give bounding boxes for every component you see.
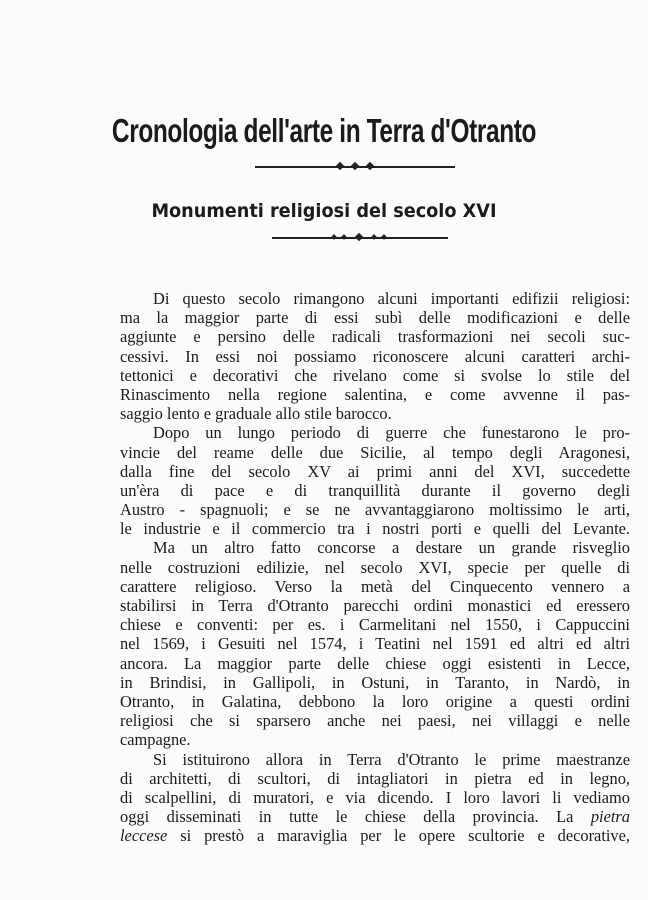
text-line: nel 1569, i Gesuiti nel 1574, i Teatini nel 1591 ed altri ed altri [120,634,630,654]
text-line: carattere religioso. Verso la metà del Cinquecento vennero a [120,576,630,596]
text-line: Si istituirono allora in Terra d'Otranto le prime maestranze [153,749,630,769]
text-line: saggio lento e graduale allo stile barocco. [120,404,392,424]
title-ornament [255,165,455,168]
text-line: ma la maggior parte di essi subì delle modificazioni e delle [120,308,630,328]
italic-term: pietra [590,807,630,827]
text-line: Rinascimento nella regione salentina, e come avvenne il pas- [120,384,630,404]
body-text [120,289,630,845]
italic-term: leccese [120,826,168,846]
text-line: un'èra di pace e di tranquillità durante il governo degli [120,480,630,500]
text-line [120,807,630,826]
text-line: dalla fine del secolo XV ai primi anni del XVI, succedette [120,461,630,481]
text-line: aggiunte e persino delle radicali trasformazioni nei secoli suc- [120,327,630,347]
text-line: cessivi. In essi noi possiamo riconoscere alcuni caratteri archi- [120,346,630,366]
page-title: Cronologia dell'arte in Terra d'Otranto [111,112,537,149]
text-line: tettonici e decorativi che rivelano come si svolse lo stile del [120,365,630,385]
text-line: vincie del reame delle due Sicilie, al tempo degli Aragonesi, [120,442,630,462]
text-line [120,826,630,845]
text-line: Otranto, in Galatina, debbono la loro origine a questi ordini [120,691,630,711]
subtitle-ornament [272,236,448,239]
text-line: ancora. La maggior parte delle chiese oggi esistenti in Lecce, [120,653,630,673]
text-line: campagne. [120,730,191,750]
text-line: in Brindisi, in Gallipoli, in Ostuni, in Taranto, in Nardò, in [120,672,630,692]
text-line: Ma un altro fatto concorse a destare un grande risveglio [153,538,630,558]
text-line: di architetti, di scultori, di intagliatori in pietra ed in legno, [120,768,630,788]
text-line: nelle costruzioni edilizie, nel secolo XVI, specie per quelle di [120,557,630,577]
text-line: le industrie e il commercio tra i nostri porti e quelli del Levante. [120,519,630,539]
text-line: di scalpellini, di muratori, e via dicendo. I loro lavori li vediamo [120,787,630,807]
text-line: Di questo secolo rimangono alcuni importanti edifizii religiosi: [153,289,630,308]
text-line: chiese e conventi: per es. i Carmelitani nel 1550, i Cappuccini [120,615,630,635]
text-line: religiosi che si sparsero anche nei paesi, nei villaggi e nelle [120,711,630,731]
text-segment: si prestò a maraviglia per le opere scultorie e decorative, [167,826,630,846]
text-line: Austro - spagnuoli; e se ne avvantaggiarono moltissimo le arti, [120,500,630,520]
text-line: stabilirsi in Terra d'Otranto parecchi ordini monastici ed eressero [120,596,630,615]
section-subtitle: Monumenti religiosi del secolo XVI [151,200,497,222]
text-line: Dopo un lungo periodo di guerre che funestarono le pro- [153,423,630,443]
text-segment: oggi disseminati in tutte le chiese della provincia. La [120,807,591,827]
